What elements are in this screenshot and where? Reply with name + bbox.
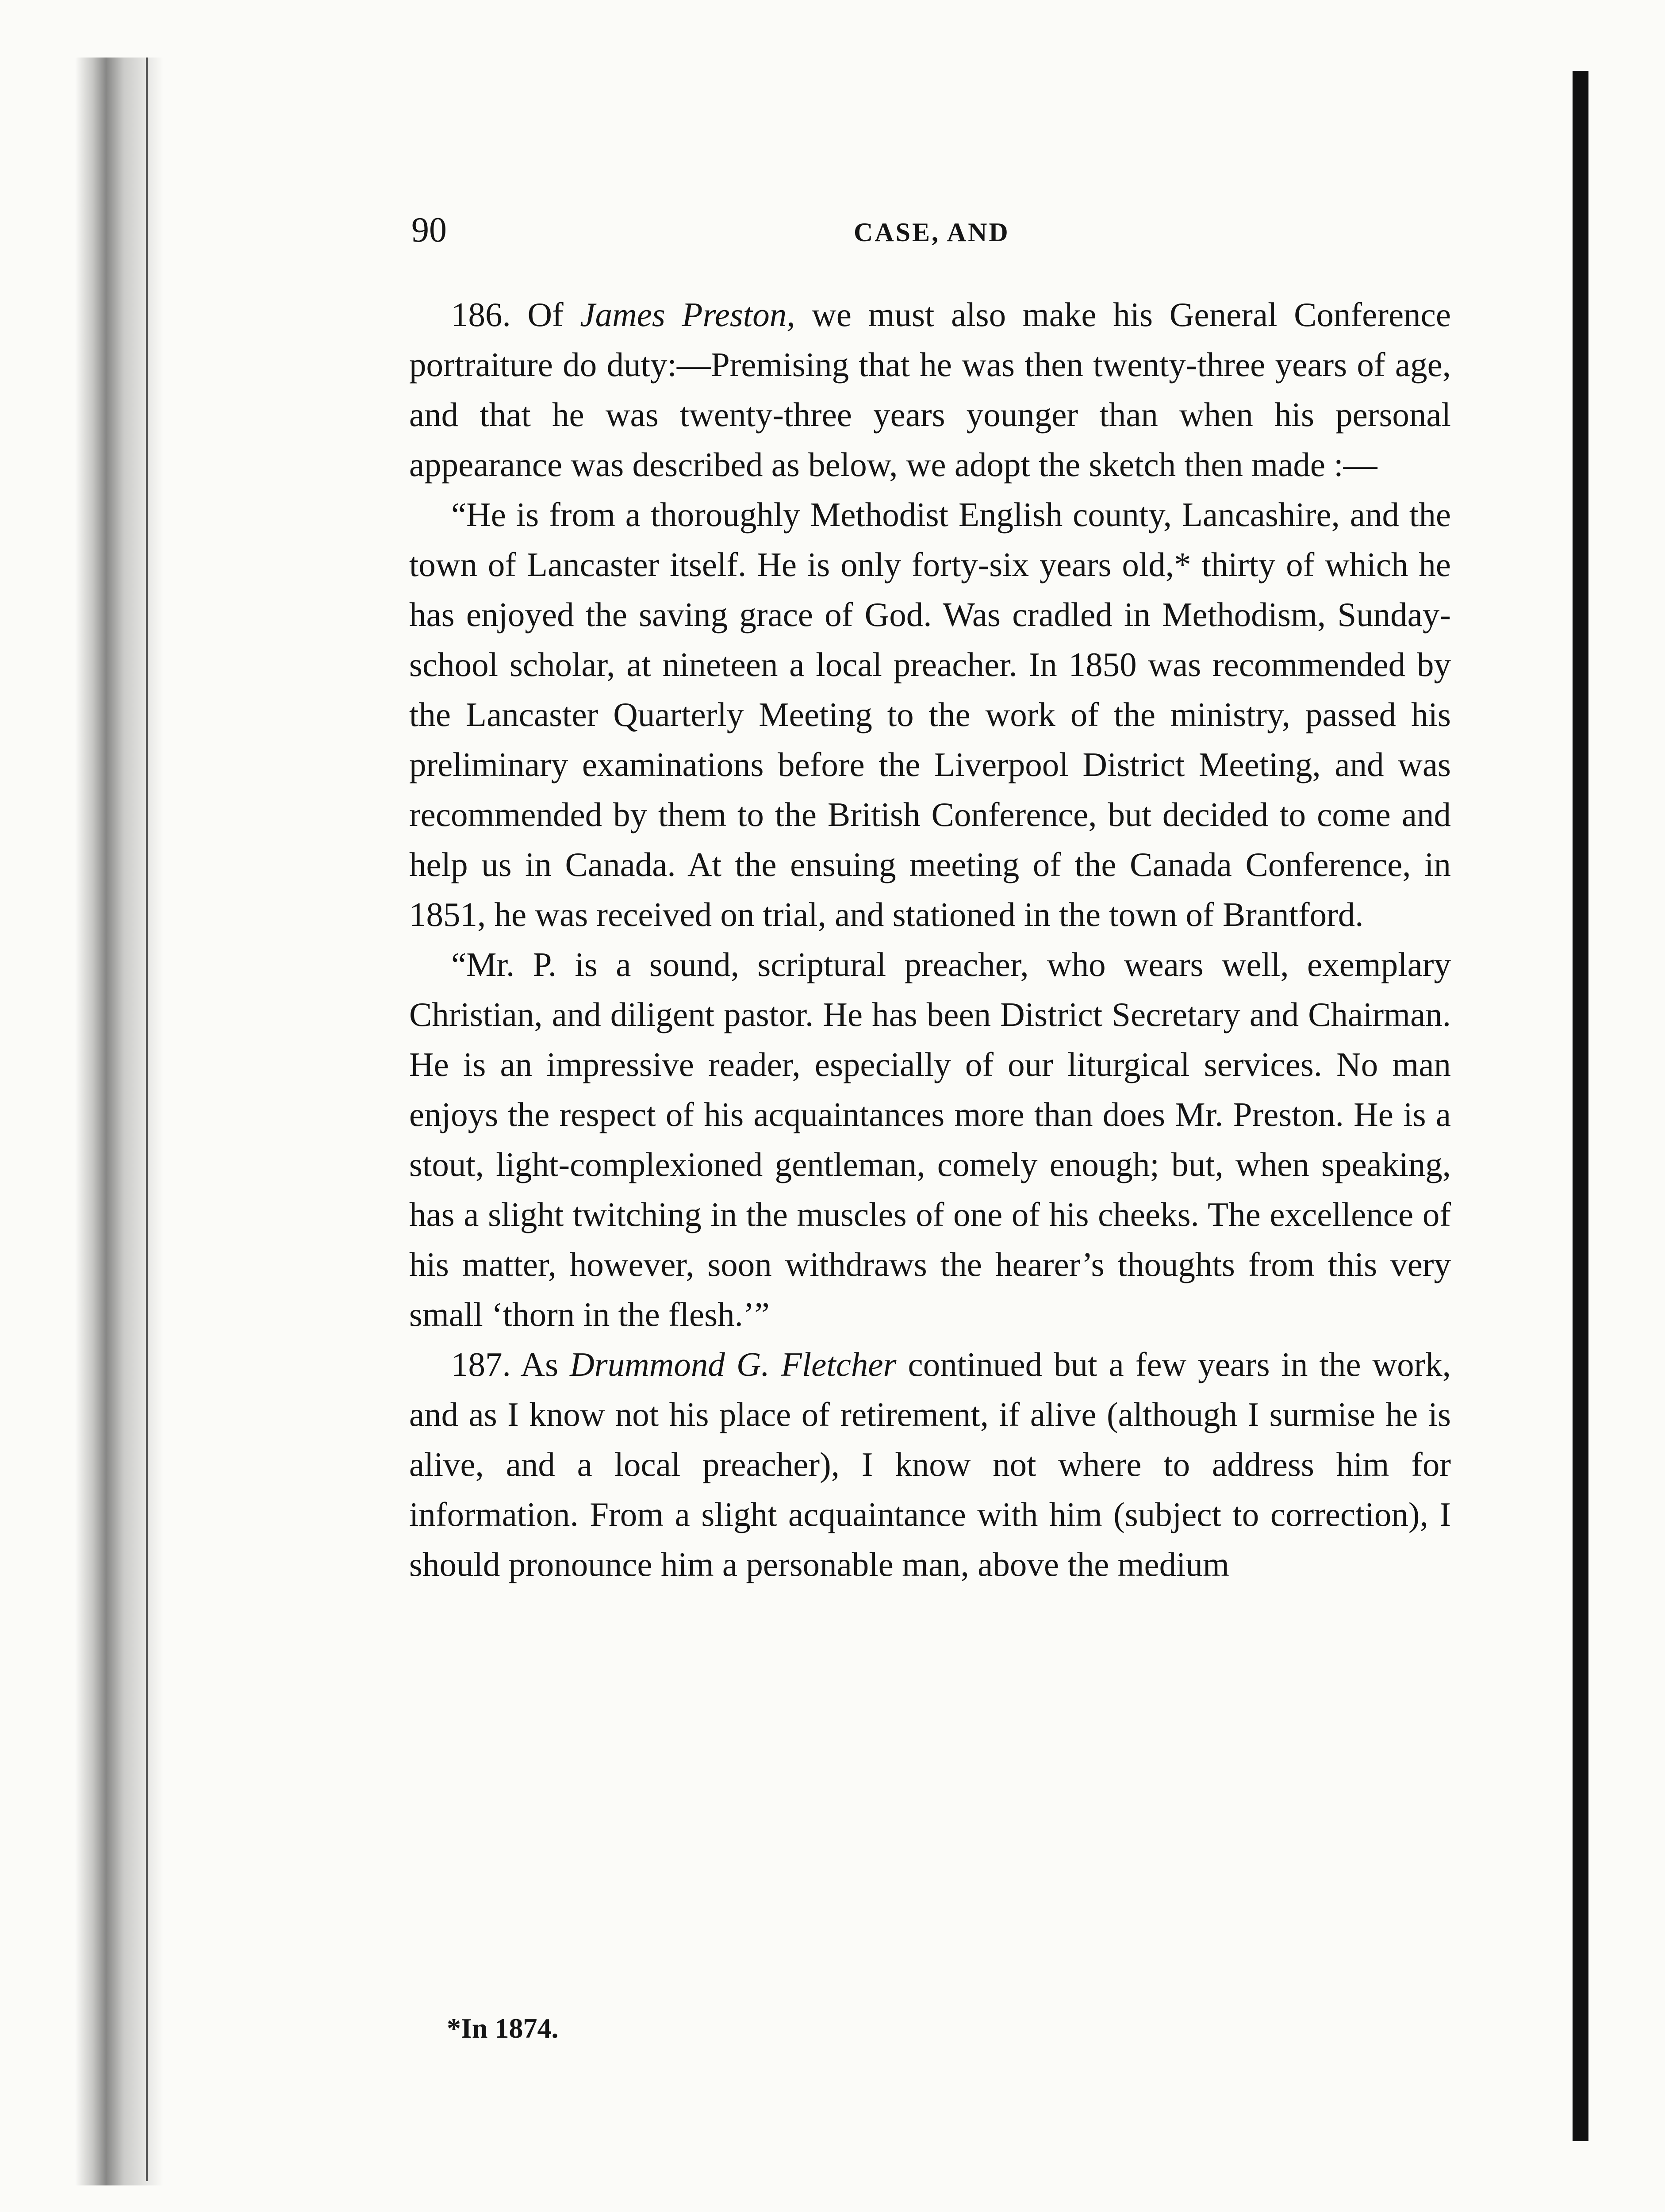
page-header xyxy=(411,208,1451,261)
running-head: CASE, AND xyxy=(854,218,1010,247)
paragraph-lead: Of xyxy=(527,296,564,334)
page-number: 90 xyxy=(411,211,447,250)
quote-paragraph-1: “He is from a thoroughly Methodist English county, Lancashire, and the town of Lancaster itself. He is only forty-six years old,* thirty of which he has enjoyed the saving grace of God. Was cradled in Methodism, Sunday-school scholar, at nineteen a local preacher. In 1850 was recommended by the Lancaster Quarterly Meeting to the work of the ministry, passed his preliminary examinations before the Liverpool District Meeting, and was recommended by them to the British Conference, but decided to come and help us in Canada. At the ensuing meeting of the Canada Conference, in 1851, he was received on trial, and stationed in the town of Brantford. xyxy=(409,495,1451,933)
paragraph-text: we must also make his General Conference portraiture do duty:—Premising that he was then twenty-three years of age, and that he was twenty-three years younger than when his personal appearance was described as below, we adopt the sketch then made :— xyxy=(409,296,1451,484)
footnote: *In 1874. xyxy=(447,2012,559,2044)
paragraph-lead: As xyxy=(520,1345,559,1383)
paragraph-186 xyxy=(409,290,1451,490)
paragraph-number: 186. xyxy=(451,296,511,334)
binding-line xyxy=(146,58,148,2181)
paragraph-text: continued but a few years in the work, and as I know not his place of retirement, if alive (although I surmise he is alive, and a local preacher), I know not where to address him for information. From a slight acquaintance with him (subject to correction), I should pronounce him a personable man, above the medium xyxy=(409,1345,1451,1583)
paragraph-187 xyxy=(409,1340,1451,1590)
person-name: Drummond G. Fletcher xyxy=(570,1345,897,1383)
person-name: James Preston, xyxy=(580,296,795,334)
page-edge-bar xyxy=(1573,71,1588,2141)
quote-paragraph-2: “Mr. P. is a sound, scriptural preacher, who wears well, exemplary Christian, and diligent pastor. He has been District Secretary and Chairman. He is an impressive reader, especially of our liturgical services. No man enjoys the respect of his acquaintances more than does Mr. Preston. He is a stout, light-complexioned gentleman, comely enough; but, when speaking, has a slight twitching in the muscles of one of his cheeks. The excellence of his matter, however, soon withdraws the hearer’s thoughts from this very small ‘thorn in the flesh.’” xyxy=(409,945,1451,1333)
paragraph-number: 187. xyxy=(451,1345,511,1383)
binding-shadow xyxy=(75,58,164,2185)
body-text xyxy=(409,290,1451,1590)
